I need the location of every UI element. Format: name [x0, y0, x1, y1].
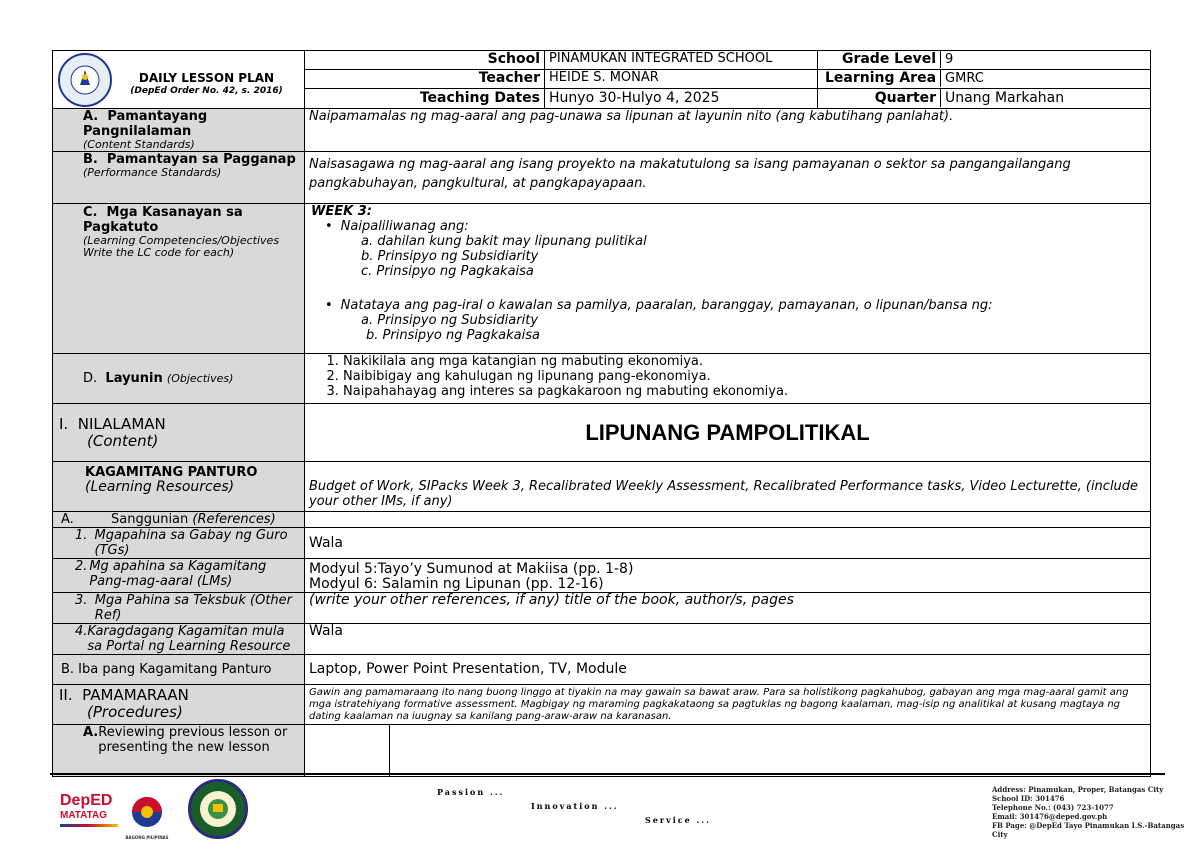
plan-title: DAILY LESSON PLAN	[138, 71, 275, 85]
bagong-pilipinas-logo	[122, 793, 172, 841]
lesson-topic: LIPUNANG PAMPOLITIKAL	[305, 404, 1151, 462]
content-standards-text: Naipamamalas ng mag-aaral ang pag-unawa sa lipunan at layunin nito (ang kabutihang panlahat).	[305, 109, 1151, 152]
ref1-label: Mgapahina sa Gabay ng Guro (TGs)	[94, 528, 288, 558]
matatag-text: MATATAG	[60, 810, 108, 821]
school-value: PINAMUKAN INTEGRATED SCHOOL	[545, 51, 818, 70]
row-c-letter: C.	[83, 205, 98, 220]
ref3-label: Mga Pahina sa Teksbuk (Other Ref)	[94, 593, 292, 623]
references-sub: (References)	[192, 512, 276, 527]
row-c-title: Mga Kasanayan sa Pagkatuto	[83, 205, 243, 235]
other-resources-label: B. Iba pang Kagamitang Panturo	[53, 655, 305, 685]
proc-a-cell-1	[305, 725, 390, 777]
section-ii-sub: (Procedures)	[87, 703, 183, 721]
competency-2b: b. Prinsipyo ng Pagkakaisa	[366, 328, 540, 343]
dates-value: Hunyo 30-Hulyo 4, 2025	[545, 89, 818, 109]
ref1-num: 1.	[75, 528, 88, 543]
email-line: Email: 301476@deped.gov.ph	[992, 812, 1108, 821]
school-id-line: School ID: 301476	[992, 794, 1065, 803]
competency-2a: a. Prinsipyo ng Subsidiarity	[361, 313, 539, 328]
section-i-sub: (Content)	[87, 431, 159, 450]
competency-bullet-1: • Naipaliliwanag ang:	[339, 219, 1146, 234]
quarter-value: Unang Markahan	[945, 90, 1065, 106]
dates-label: Teaching Dates	[305, 89, 545, 109]
ref4-num: 4.	[75, 624, 88, 639]
objective-1: 1. Nakikilala ang mga katangian ng mabuting ekonomiya.	[343, 354, 1146, 369]
row-b-title: Pamantayan sa Pagganap	[106, 152, 296, 167]
competency-bullet-2: • Natataya ang pag-iral o kawalan sa pamilya, paaralan, baranggay, pamayanan, o lipunan/bansa ng:	[339, 298, 1146, 313]
competency-1c: c. Prinsipyo ng Pagkakaisa	[361, 264, 534, 279]
area-value: GMRC	[945, 71, 984, 86]
deped-matatag-logo	[60, 792, 118, 840]
row-a-letter: A.	[83, 109, 99, 124]
row-a-sub: (Content Standards)	[83, 138, 195, 151]
grade-value: 9	[945, 52, 954, 67]
section-ii-num: II.	[59, 686, 73, 704]
lesson-plan-table	[52, 50, 1151, 777]
school-label: School	[305, 51, 545, 70]
telephone-line: Telephone No.: (043) 723-1077	[992, 803, 1114, 812]
proc-a-cell-2	[390, 725, 1151, 777]
ref2-label: Mg apahina sa Kagamitang Pang-mag-aaral (LMs)	[89, 559, 267, 589]
ref4-value: Wala	[305, 624, 1151, 655]
row-d-sub: (Objectives)	[166, 372, 234, 385]
motto-service: Service ...	[645, 815, 711, 825]
other-resources-value: Laptop, Power Point Presentation, TV, Module	[305, 655, 1151, 685]
objective-2: 2. Naibibigay ang kahulugan ng lipunang pang-ekonomiya.	[343, 369, 1146, 384]
row-b-sub: (Performance Standards)	[83, 166, 222, 179]
references-title: Sanggunian	[111, 512, 189, 527]
procedures-text: Gawin ang pamamaraang ito nang buong linggo at tiyakin na may gawain sa bawat araw. Para sa holistikong pagkahubog, gabayan ang mga mag-aaral gamit ang mga istratehiyang formative assessment. Magbigay ng maraming pagkakataong sa pagtuklas ng bagong kaalaman, mag-isip ng analitikal at kusang magtaya ng dating kaalaman na iuugnay sa kanilang pang-araw-araw na karanasan.	[305, 685, 1151, 725]
references-letter: A.	[61, 512, 74, 527]
row-c-sub: (Learning Competencies/Objectives Write the LC code for each)	[83, 234, 280, 259]
resources-sub: (Learning Resources)	[85, 479, 235, 495]
address-line: Address: Pinamukan, Proper, Batangas City	[992, 785, 1164, 794]
resources-text: Budget of Work, SIPacks Week 3, Recalibrated Weekly Assessment, Recalibrated Performance tasks, Video Lecturette, (include your other IMs, if any)	[305, 462, 1151, 512]
proc-a-letter: A.	[83, 725, 99, 740]
deped-text: DepED	[60, 792, 113, 809]
ref2-num: 2.	[75, 559, 88, 574]
performance-standards-text: Naisasagawa ng mag-aaral ang isang proyekto na makatutulong sa isang pamayanan o sektor sa pangangailangang pangkabuhayan, pangkultural, at pangkapayapaan.	[305, 152, 1151, 204]
row-d-title: Layunin	[105, 371, 163, 386]
teacher-value: HEIDE S. MONAR	[545, 70, 818, 89]
school-seal-logo	[188, 779, 248, 839]
teacher-label: Teacher	[305, 70, 545, 89]
proc-a-title: Reviewing previous lesson or presenting the new lesson	[98, 725, 288, 755]
section-i-title: NILALAMAN	[77, 414, 166, 433]
bagong-text: BAGONG PILIPINAS	[125, 835, 169, 840]
motto-passion: Passion ...	[437, 787, 505, 797]
plan-subtitle: (DepEd Order No. 42, s. 2016)	[130, 86, 283, 96]
objective-3: 3. Naipahahayag ang interes sa pagkakaroon ng mabuting ekonomiya.	[343, 384, 1146, 399]
section-i-num: I.	[59, 414, 69, 433]
row-d-letter: D.	[83, 371, 98, 386]
resources-title: KAGAMITANG PANTURO	[85, 465, 258, 480]
ref3-num: 3.	[75, 593, 88, 608]
area-label: Learning Area	[818, 70, 941, 87]
footer-divider	[50, 773, 1165, 775]
ref3-value: (write your other references, if any) title of the book, author/s, pages	[305, 593, 1151, 624]
fb-page-line: FB Page: @DepEd Tayo Pinamukan I.S.-Batangas City	[992, 821, 1185, 839]
ref1-value: Wala	[305, 528, 1151, 559]
ref2-value-2: Modyul 6: Salamin ng Lipunan (pp. 12-16)	[309, 576, 604, 592]
school-address-block	[992, 785, 1200, 839]
motto-innovation: Innovation ...	[531, 801, 619, 811]
ref2-value-1: Modyul 5:Tayo’y Sumunod at Makiisa (pp. 1-8)	[309, 561, 634, 577]
competency-1a: a. dahilan kung bakit may lipunang pulitikal	[361, 234, 647, 249]
quarter-label: Quarter	[818, 89, 941, 107]
grade-label: Grade Level	[818, 51, 941, 68]
row-a-title: Pamantayang Pangnilalaman	[83, 109, 208, 139]
section-ii-title: PAMAMARAAN	[82, 686, 189, 704]
row-b-letter: B.	[83, 152, 98, 167]
competency-1b: b. Prinsipyo ng Subsidiarity	[361, 249, 539, 264]
week-label: WEEK 3:	[311, 204, 372, 219]
ref4-label: Karagdagang Kagamitan mula sa Portal ng Learning Resource	[87, 624, 291, 654]
